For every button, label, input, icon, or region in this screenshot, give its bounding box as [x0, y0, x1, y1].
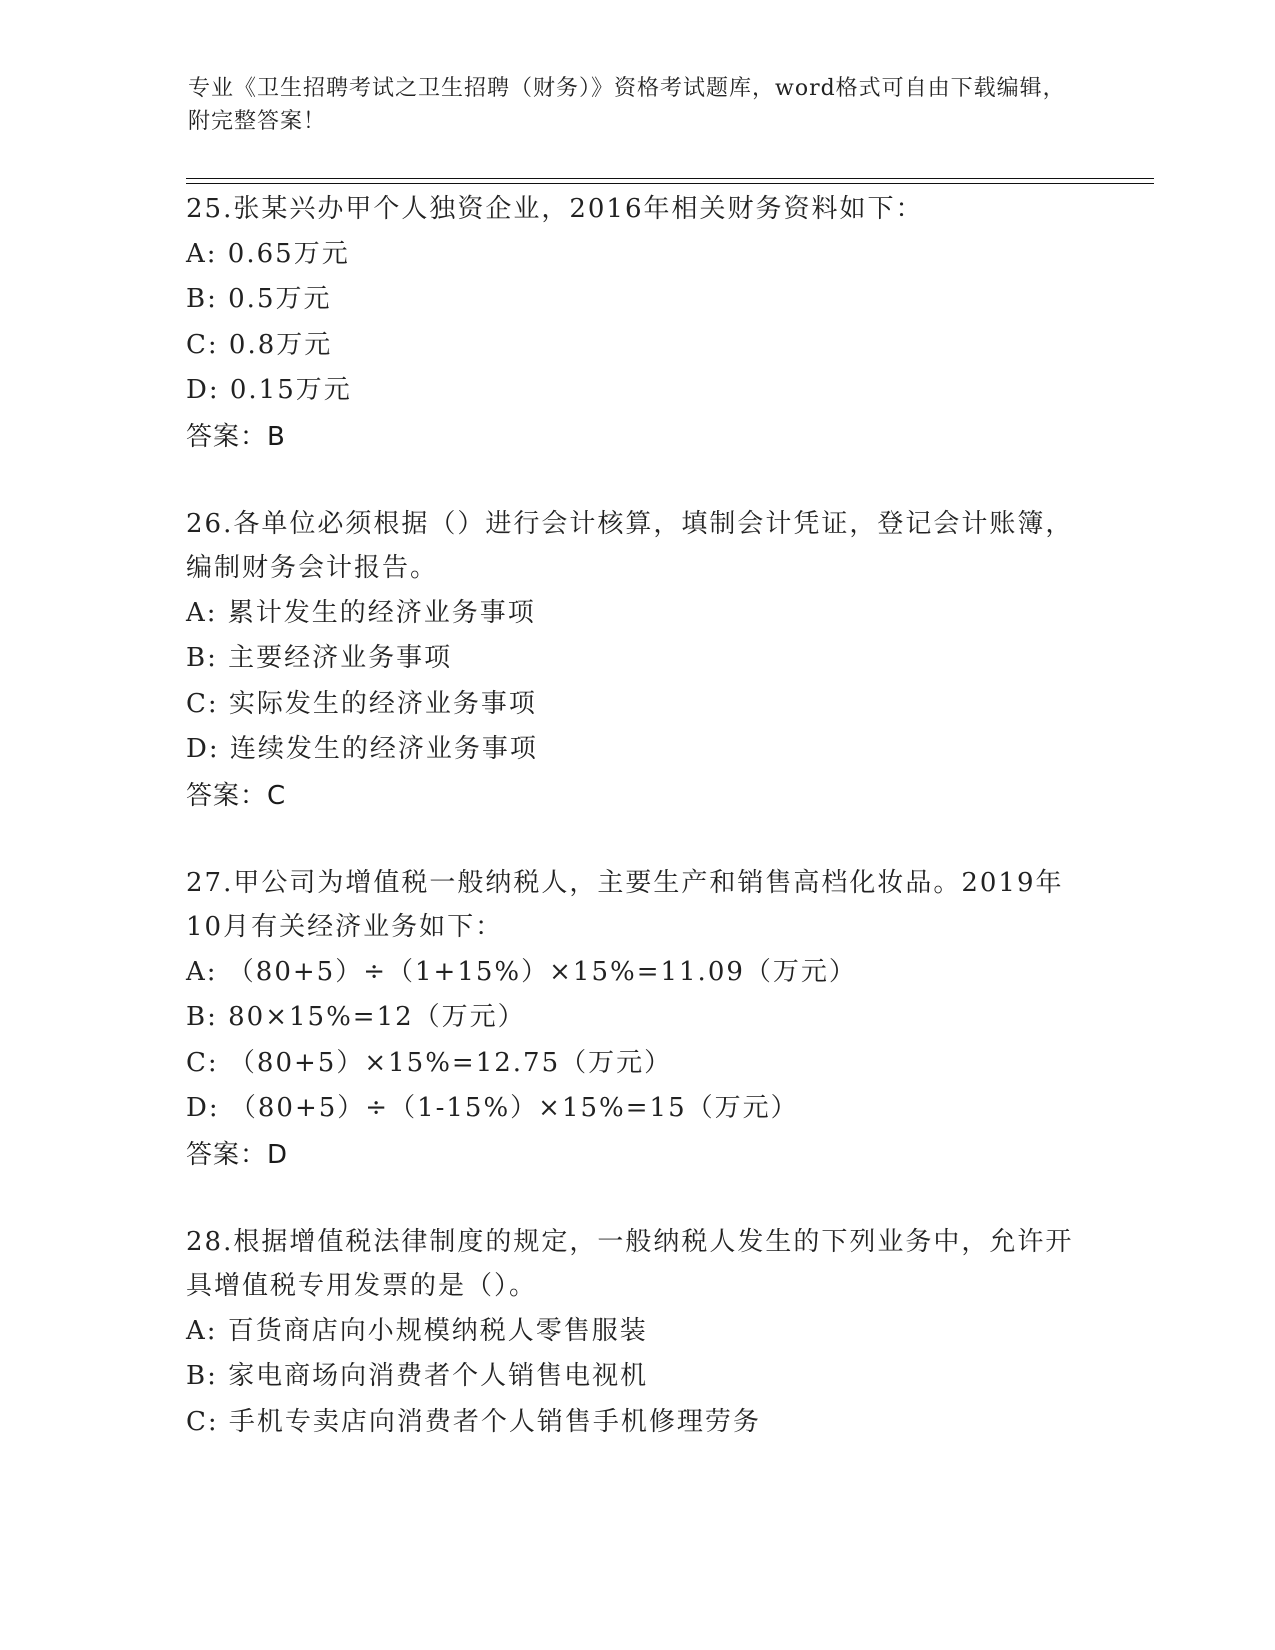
question-stem: 28.根据增值税法律制度的规定，一般纳税人发生的下列业务中，允许开具增值税专用发票的是（）。: [186, 1226, 1074, 1301]
header-divider-bottom: [186, 183, 1154, 184]
question-28: [186, 1220, 1086, 1446]
question-stem: 25.张某兴办甲个人独资企业，2016年相关财务资料如下：: [186, 194, 924, 224]
option-b: B: 家电商场向消费者个人销售电视机: [186, 1361, 649, 1391]
question-stem: 27.甲公司为增值税一般纳税人，主要生产和销售高档化妆品。2019年10月有关经济业务如下：: [186, 867, 1064, 942]
option-d: D: （80+5）÷（1-15%）×15%=15（万元）: [186, 1093, 799, 1123]
option-c: C: （80+5）×15%=12.75（万元）: [186, 1047, 673, 1078]
option-d: D: 0.15万元: [186, 375, 352, 405]
option-a: A: 累计发生的经济业务事项: [186, 597, 536, 628]
option-d: D: 连续发生的经济业务事项: [186, 734, 538, 764]
answer-text: 答案：C: [186, 780, 287, 811]
question-stem: 26.各单位必须根据（）进行会计核算，填制会计凭证，登记会计账簿，编制财务会计报告。: [186, 508, 1074, 583]
header-divider-top: [186, 178, 1154, 179]
option-a: A: 百货商店向小规模纳税人零售服装: [186, 1315, 648, 1346]
question-spacer: [186, 819, 1086, 861]
question-spacer: [186, 1178, 1086, 1220]
option-a: A: （80+5）÷（1+15%）×15%=11.09（万元）: [186, 956, 857, 987]
option-c: C: 0.8万元: [186, 329, 333, 360]
question-spacer: [186, 460, 1086, 502]
question-25: [186, 187, 1086, 460]
option-c: C: 实际发生的经济业务事项: [186, 688, 537, 719]
option-a: A: 0.65万元: [186, 238, 350, 269]
option-c: C: 手机专卖店向消费者个人销售手机修理劳务: [186, 1406, 761, 1437]
answer-text: 答案：D: [186, 1139, 289, 1170]
question-list: [186, 187, 1086, 1445]
answer-text: 答案：B: [186, 421, 286, 452]
option-b: B: 主要经济业务事项: [186, 643, 453, 673]
question-26: [186, 502, 1086, 819]
document-header: 专业《卫生招聘考试之卫生招聘（财务）》资格考试题库，word格式可自由下载编辑，附完整答案！: [188, 76, 1066, 134]
option-b: B: 80×15%=12（万元）: [186, 1002, 526, 1032]
option-b: B: 0.5万元: [186, 284, 332, 314]
question-27: [186, 861, 1086, 1178]
